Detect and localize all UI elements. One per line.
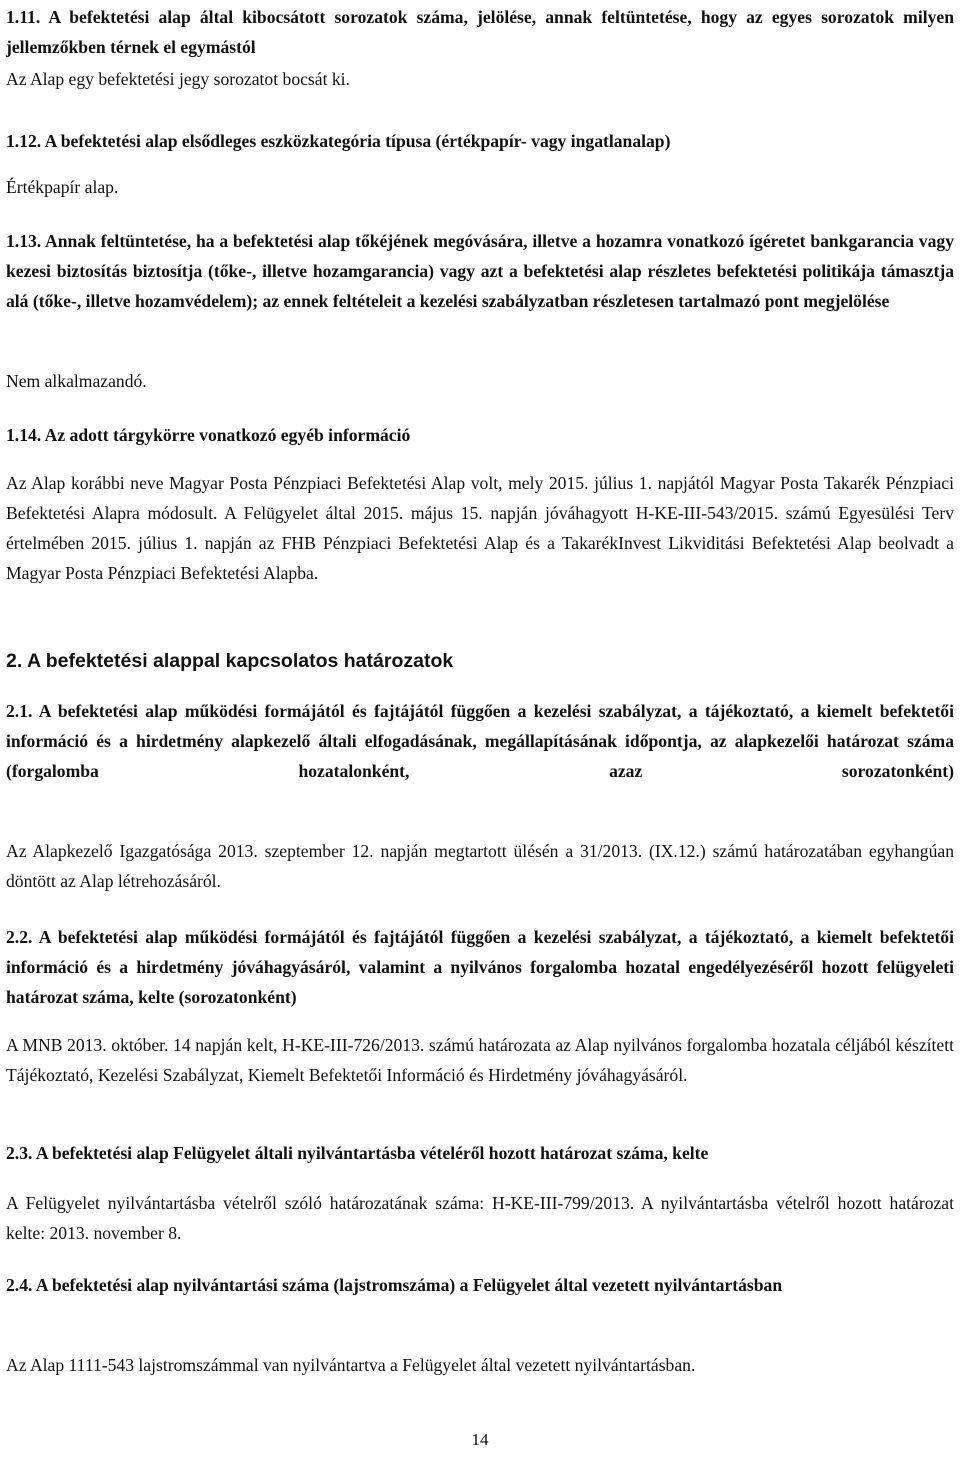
heading-1-11: 1.11. A befektetési alap által kibocsátott sorozatok száma, jelölése, annak feltüntetése, hogy az egyes sorozatok milyen jellemzőkben térnek el egymástól [6, 7, 954, 57]
page-number: 14 [471, 1430, 489, 1449]
section-2-title: 2. A befektetési alappal kapcsolatos határozatok [6, 650, 454, 672]
heading-2-3: 2.3. A befektetési alap Felügyelet általi nyilvántartásba vételéről hozott határozat száma, kelte [6, 1143, 709, 1163]
body-2-2: A MNB 2013. október. 14 napján kelt, H-KE-III-726/2013. számú határozata az Alap nyilvános forgalomba hozatala céljából készített Tájékoztató, Kezelési Szabályzat, Kiemelt Befektetői Információ és Hirdetmény jóváhagyásáról. [6, 1035, 954, 1085]
body-1-13: Nem alkalmazandó. [6, 371, 147, 391]
heading-2-4: 2.4. A befektetési alap nyilvántartási száma (lajstromszáma) a Felügyelet által vezetett nyilvántartásban [6, 1275, 783, 1295]
body-2-4: Az Alap 1111-543 lajstromszámmal van nyilvántartva a Felügyelet által vezetett nyilvántartásban. [6, 1355, 696, 1375]
heading-2-2: 2.2. A befektetési alap működési formájától és fajtájától függően a kezelési szabályzat, a tájékoztató, a kiemelt befektetői információ és a hirdetmény jóváhagyásáról, valamint a nyilvános forgalomba hozatal engedélyezéséről hozott felügyeleti határozat száma, kelte (sorozatonként) [6, 927, 954, 1007]
heading-2-1: 2.1. A befektetési alap működési formájától és fajtájától függően a kezelési szabályzat, a tájékoztató, a kiemelt befektetői információ és a hirdetmény alapkezelő általi elfogadásának, megállapításának időpontja, az alapkezelői határozat száma (forgalomba hozatalonként, azaz sorozatonként) [6, 701, 954, 781]
body-1-14: Az Alap korábbi neve Magyar Posta Pénzpiaci Befektetési Alap volt, mely 2015. július 1. napjától Magyar Posta Takarék Pénzpiaci Befektetési Alapra módosult. A Felügyelet által 2015. május 15. napján jóváhagyott H-KE-III-543/2015. számú Egyesülési Terv értelmében 2015. július 1. napján az FHB Pénzpiaci Befektetési Alap és a TakarékInvest Likviditási Befektetési Alap beolvadt a Magyar Posta Pénzpiaci Befektetési Alapba. [6, 473, 954, 583]
heading-1-14: 1.14. Az adott tárgykörre vonatkozó egyéb információ [6, 425, 411, 445]
body-1-11: Az Alap egy befektetési jegy sorozatot bocsát ki. [6, 69, 350, 89]
heading-1-13: 1.13. Annak feltüntetése, ha a befektetési alap tőkéjének megóvására, illetve a hozamra vonatkozó ígéretet bankgarancia vagy kezesi biztosítás biztosítja (tőke-, illetve hozamgarancia) vagy azt a befektetési alap részletes befektetési politikája támasztja alá (tőke-, illetve hozamvédelem); az ennek feltételeit a kezelési szabályzatban részletesen tartalmazó pont megjelölése [6, 231, 954, 311]
body-2-1: Az Alapkezelő Igazgatósága 2013. szeptember 12. napján megtartott ülésén a 31/2013. (IX.12.) számú határozatában egyhangúan döntött az Alap létrehozásáról. [6, 841, 954, 891]
heading-1-12: 1.12. A befektetési alap elsődleges eszközkategória típusa (értékpapír- vagy ingatlanalap) [6, 131, 671, 151]
body-1-12: Értékpapír alap. [6, 177, 119, 197]
body-2-3: A Felügyelet nyilvántartásba vételről szóló határozatának száma: H-KE-III-799/2013. A nyilvántartásba vételről hozott határozat kelte: 2013. november 8. [6, 1193, 954, 1243]
